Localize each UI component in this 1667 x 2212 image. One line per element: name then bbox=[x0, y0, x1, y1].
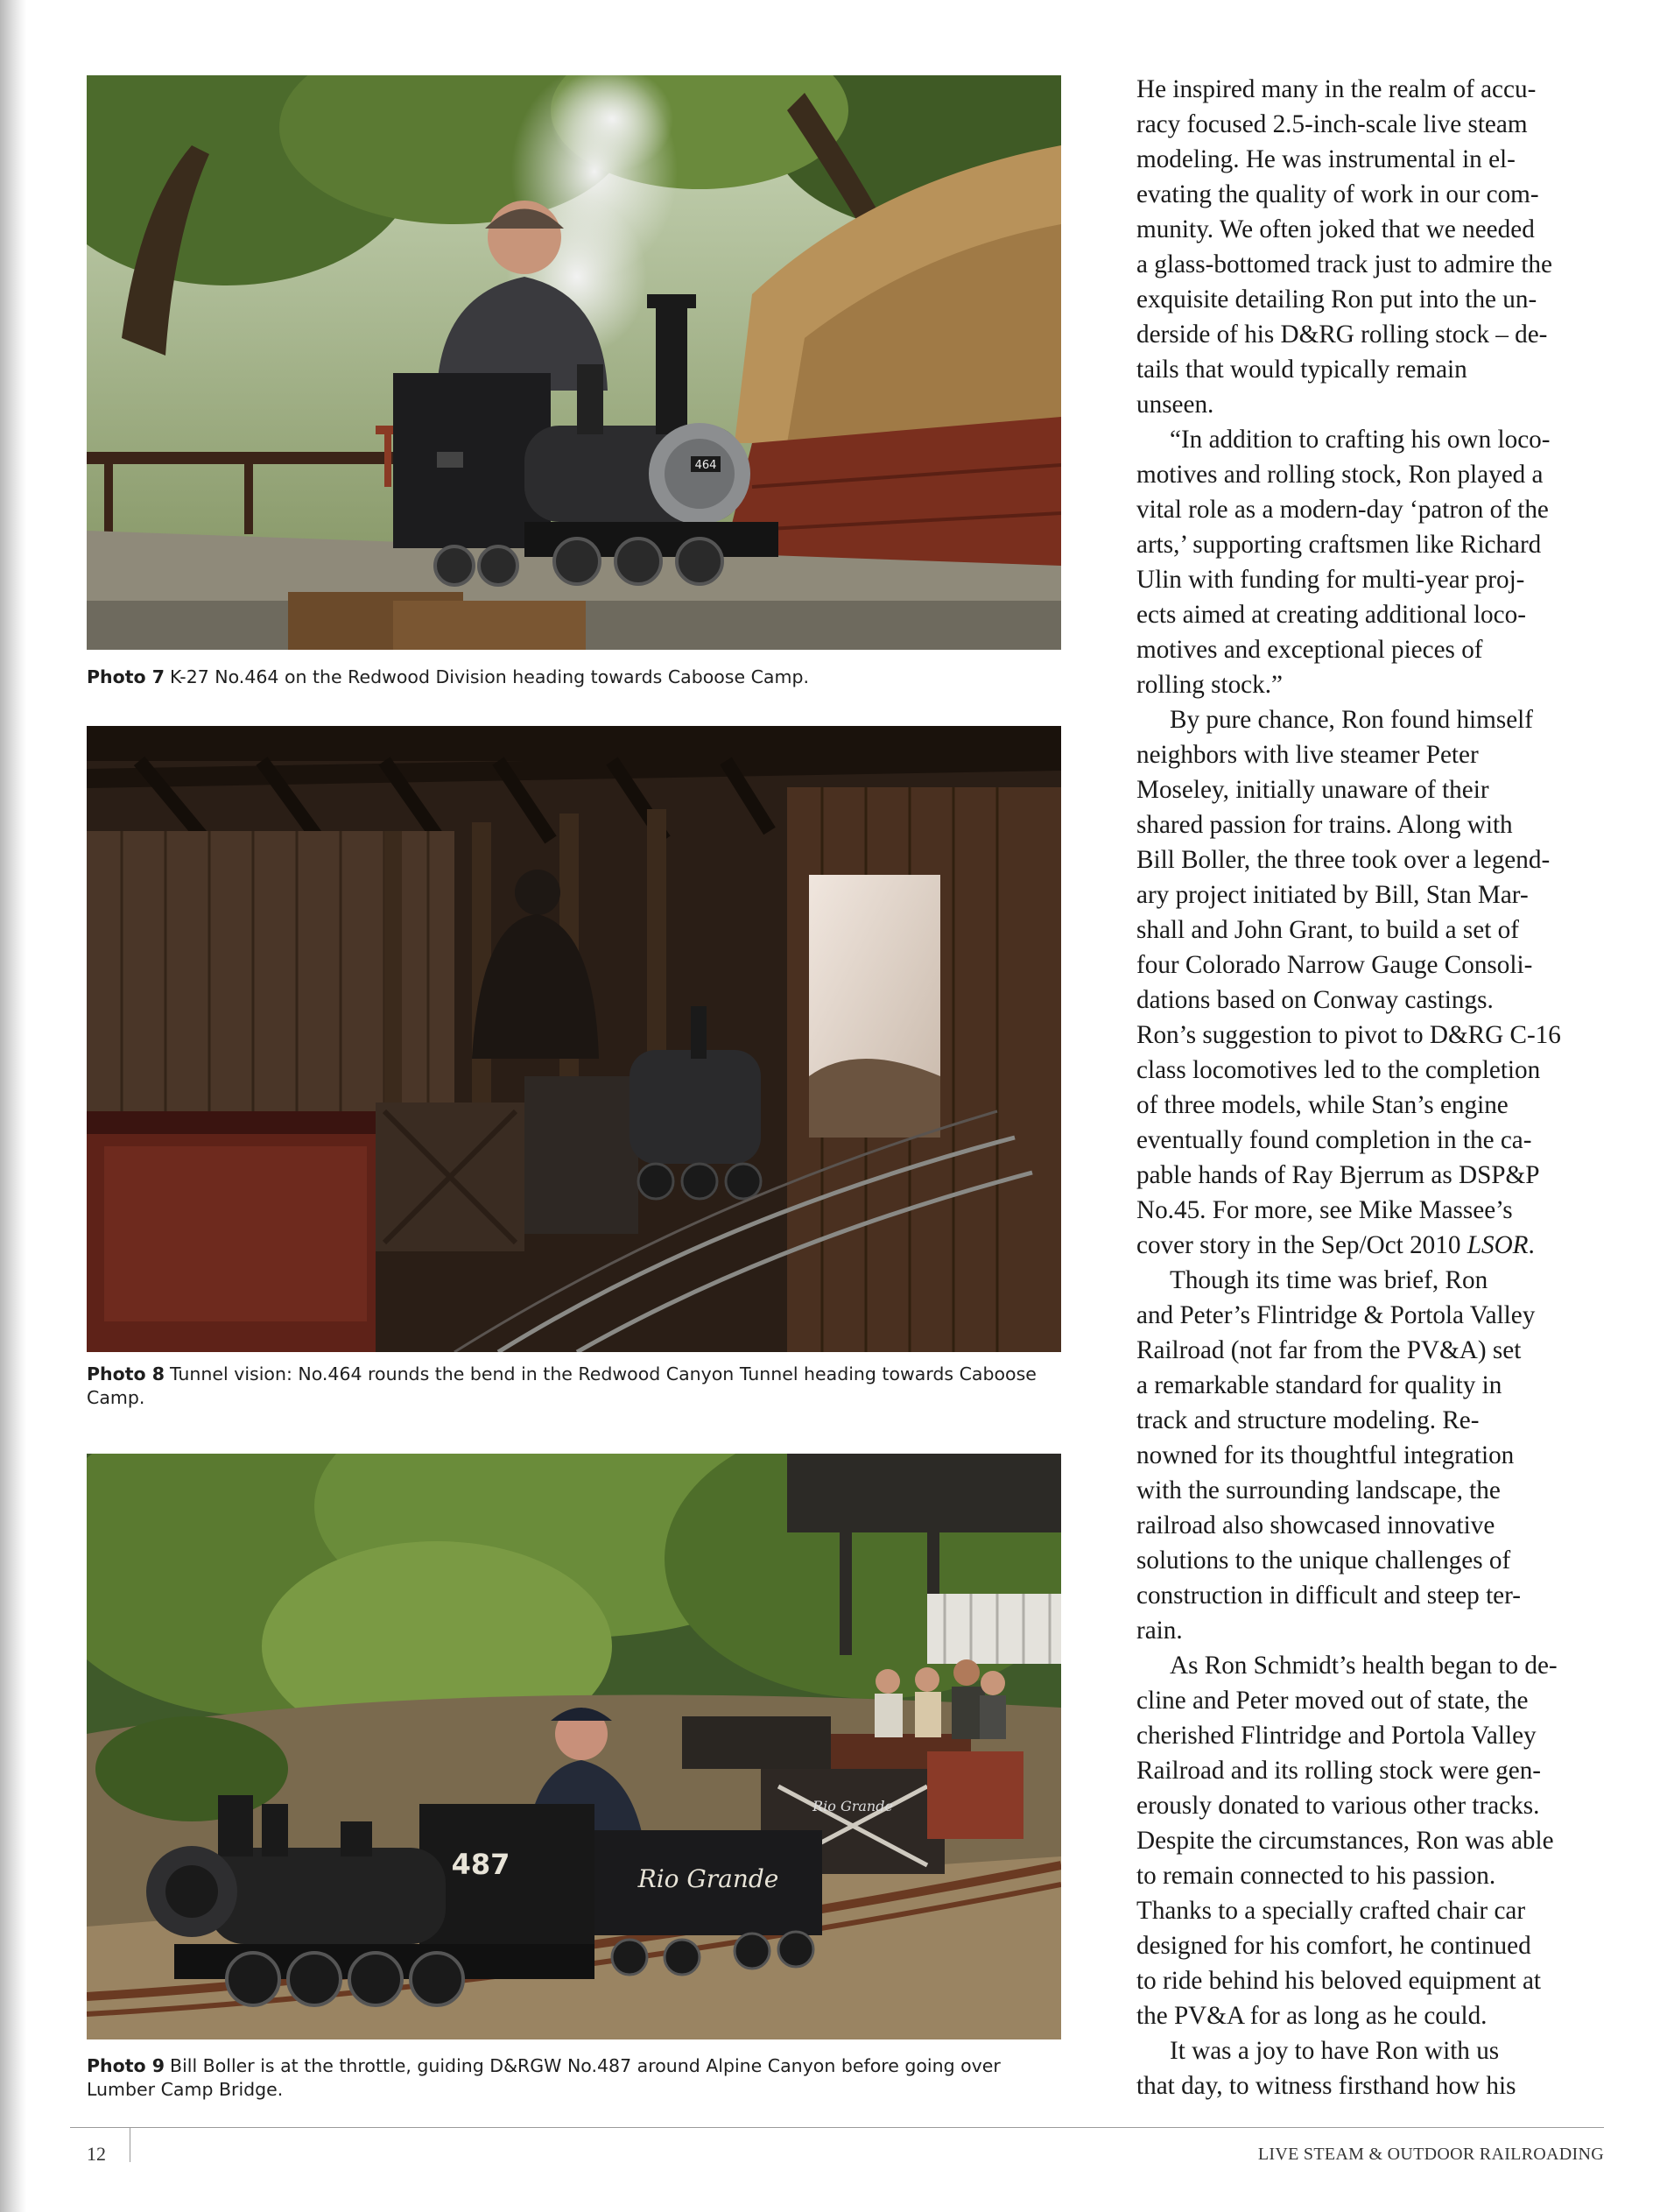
body-line: Ulin with funding for multi-year proj- bbox=[1136, 566, 1525, 594]
body-line-text: cover story in the Sep/Oct 2010 bbox=[1136, 1231, 1467, 1259]
photo-8-caption bbox=[87, 1363, 1061, 1410]
photo-9 bbox=[87, 1454, 1061, 2039]
body-line: with the surrounding landscape, the bbox=[1136, 1476, 1501, 1504]
body-line: No.45. For more, see Mike Massee’s bbox=[1136, 1196, 1513, 1224]
body-line: solutions to the unique challenges of bbox=[1136, 1546, 1511, 1574]
body-line: shall and John Grant, to build a set of bbox=[1136, 916, 1519, 944]
photo-7-caption-text: K-27 No.464 on the Redwood Division heading towards Caboose Camp. bbox=[170, 666, 809, 687]
body-line: that day, to witness firsthand how his bbox=[1136, 2072, 1516, 2100]
body-line: pable hands of Ray Bjerrum as DSP&P bbox=[1136, 1161, 1540, 1189]
photo-8-caption-text: Tunnel vision: No.464 rounds the bend in the Redwood Canyon Tunnel heading towards Caboose Camp. bbox=[87, 1363, 1037, 1408]
body-line: racy focused 2.5-inch-scale live steam bbox=[1136, 110, 1528, 138]
body-line: munity. We often joked that we needed bbox=[1136, 215, 1535, 243]
body-line: By pure chance, Ron found himself bbox=[1170, 706, 1534, 734]
photo-9-caption bbox=[87, 2054, 1061, 2102]
body-line: and Peter’s Flintridge & Portola Valley bbox=[1136, 1301, 1536, 1329]
body-line: Despite the circumstances, Ron was able bbox=[1136, 1827, 1554, 1855]
body-line: shared passion for trains. Along with bbox=[1136, 811, 1513, 839]
footer-rule bbox=[70, 2127, 1604, 2128]
body-line: Railroad and its rolling stock were gen- bbox=[1136, 1757, 1542, 1785]
body-line-period: . bbox=[1528, 1231, 1535, 1259]
photo-7-loco-number: 464 bbox=[694, 459, 717, 472]
body-line: eventually found completion in the ca- bbox=[1136, 1126, 1532, 1154]
body-line: tails that would typically remain bbox=[1136, 356, 1467, 384]
body-line: motives and rolling stock, Ron played a bbox=[1136, 461, 1544, 489]
photo-9-tender-lettering: Rio Grande bbox=[637, 1864, 779, 1893]
body-line: railroad also showcased innovative bbox=[1136, 1511, 1495, 1539]
body-line: As Ron Schmidt’s health began to de- bbox=[1170, 1652, 1558, 1680]
body-line: modeling. He was instrumental in el- bbox=[1136, 145, 1516, 173]
body-line: Though its time was brief, Ron bbox=[1170, 1266, 1488, 1294]
body-line: class locomotives led to the completion bbox=[1136, 1056, 1541, 1084]
body-line: rain. bbox=[1136, 1617, 1183, 1645]
body-line: Moseley, initially unaware of their bbox=[1136, 776, 1489, 804]
page-number: 12 bbox=[87, 2143, 106, 2165]
body-line: derside of his D&RG rolling stock – de- bbox=[1136, 321, 1548, 349]
magazine-abbrev-italic: LSOR bbox=[1467, 1231, 1529, 1259]
body-line: Bill Boller, the three took over a legend- bbox=[1136, 846, 1551, 874]
body-line: the PV&A for as long as he could. bbox=[1136, 2002, 1488, 2030]
body-line: Railroad (not far from the PV&A) set bbox=[1136, 1336, 1522, 1364]
body-line: a remarkable standard for quality in bbox=[1136, 1371, 1502, 1399]
photo-7-caption bbox=[87, 666, 1061, 689]
body-line: exquisite detailing Ron put into the un- bbox=[1136, 285, 1537, 313]
body-line: cline and Peter moved out of state, the bbox=[1136, 1687, 1529, 1715]
photo-8 bbox=[87, 726, 1061, 1352]
photo-7-image bbox=[87, 75, 1061, 650]
photo-9-loco-number: 487 bbox=[451, 1848, 510, 1881]
body-line-with-italic bbox=[1136, 1228, 1609, 1263]
body-line: of three models, while Stan’s engine bbox=[1136, 1091, 1509, 1119]
body-line: rolling stock.” bbox=[1136, 671, 1283, 699]
photo-9-label: Photo 9 bbox=[87, 2055, 165, 2076]
body-line: unseen. bbox=[1136, 391, 1214, 419]
body-line: “In addition to crafting his own loco- bbox=[1170, 426, 1551, 454]
magazine-title: LIVE STEAM & OUTDOOR RAILROADING bbox=[1257, 2145, 1604, 2164]
body-line: track and structure modeling. Re- bbox=[1136, 1406, 1480, 1434]
body-line: a glass-bottomed track just to admire the bbox=[1136, 250, 1552, 278]
body-line: ary project initiated by Bill, Stan Mar- bbox=[1136, 881, 1529, 909]
article-body-column bbox=[1136, 72, 1609, 2103]
body-line: ects aimed at creating additional loco- bbox=[1136, 601, 1526, 629]
body-line: designed for his comfort, he continued bbox=[1136, 1932, 1531, 1960]
body-line: He inspired many in the realm of accu- bbox=[1136, 75, 1537, 103]
body-line: dations based on Conway castings. bbox=[1136, 986, 1494, 1014]
body-line: Ron’s suggestion to pivot to D&RG C-16 bbox=[1136, 1021, 1561, 1049]
photo-9-image bbox=[87, 1454, 1061, 2039]
body-line: Thanks to a specially crafted chair car bbox=[1136, 1897, 1526, 1925]
body-line: arts,’ supporting craftsmen like Richard bbox=[1136, 531, 1542, 559]
body-line: four Colorado Narrow Gauge Consoli- bbox=[1136, 951, 1533, 979]
photo-7 bbox=[87, 75, 1061, 650]
body-line: to ride behind his beloved equipment at bbox=[1136, 1967, 1542, 1995]
photo-8-label: Photo 8 bbox=[87, 1363, 165, 1384]
photo-8-image bbox=[87, 726, 1061, 1352]
body-line: neighbors with live steamer Peter bbox=[1136, 741, 1479, 769]
body-line: erously donated to various other tracks. bbox=[1136, 1792, 1540, 1820]
binding-shadow bbox=[0, 0, 26, 2212]
photo-9-car-lettering: Rio Grande bbox=[812, 1798, 893, 1814]
photo-7-label: Photo 7 bbox=[87, 666, 165, 687]
body-line: nowned for its thoughtful integration bbox=[1136, 1441, 1515, 1469]
body-line: It was a joy to have Ron with us bbox=[1170, 2037, 1500, 2065]
body-line: evating the quality of work in our com- bbox=[1136, 180, 1539, 208]
photo-9-caption-text: Bill Boller is at the throttle, guiding D&RGW No.487 around Alpine Canyon before going over Lumber Camp Bridge. bbox=[87, 2055, 1001, 2100]
body-line: cherished Flintridge and Portola Valley bbox=[1136, 1722, 1537, 1750]
body-line: construction in difficult and steep ter- bbox=[1136, 1582, 1521, 1610]
body-line: vital role as a modern-day ‘patron of the bbox=[1136, 496, 1549, 524]
body-line: motives and exceptional pieces of bbox=[1136, 636, 1483, 664]
body-line: to remain connected to his passion. bbox=[1136, 1862, 1496, 1890]
